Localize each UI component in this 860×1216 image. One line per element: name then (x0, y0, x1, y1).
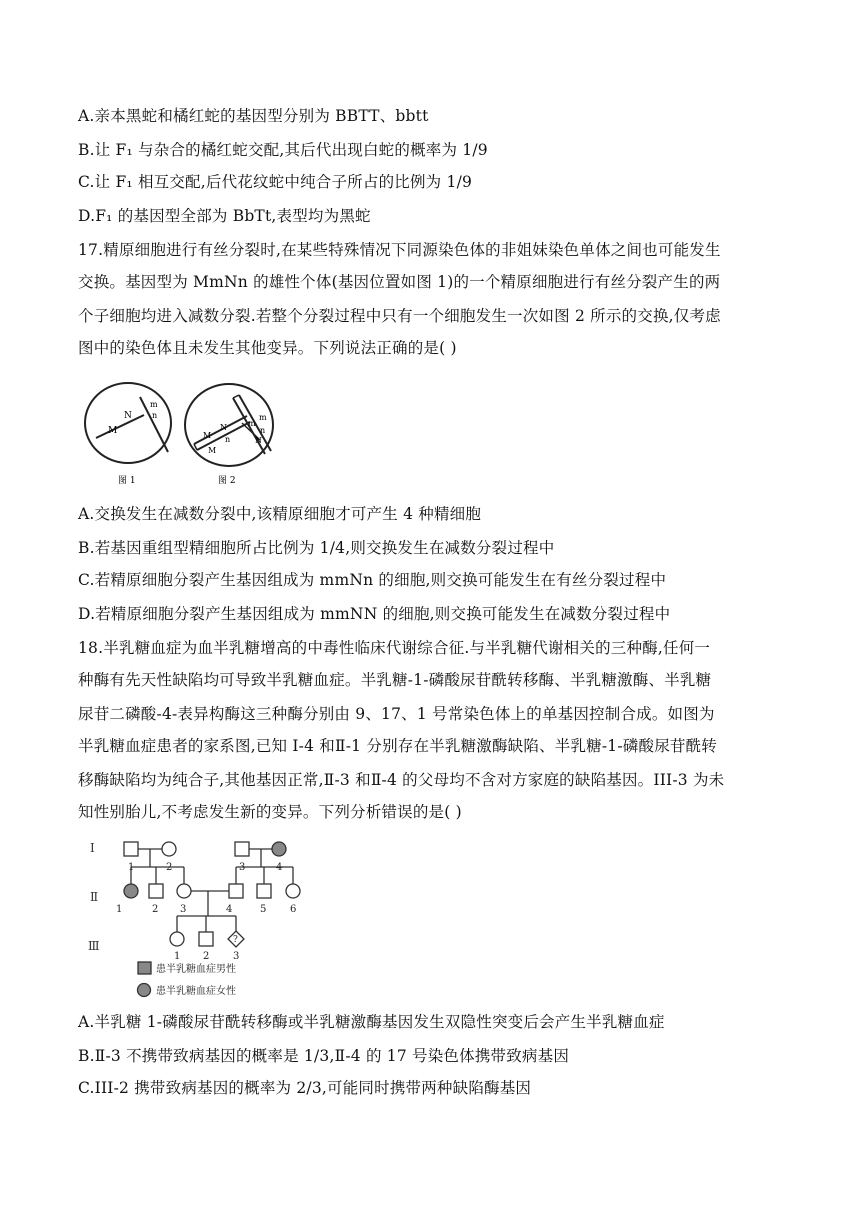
q18-option-c: C.III-2 携带致病基因的概率为 2/3,可能同时携带两种缺陷酶基因 (78, 1079, 532, 1097)
generation-label: Ⅱ (90, 890, 99, 904)
pedigree-number: 3 (180, 904, 187, 915)
gene-label-M: M (108, 426, 118, 436)
legend-affected-female-icon (138, 984, 151, 997)
pedigree-number: 2 (166, 862, 173, 873)
unknown-mark: ? (233, 935, 238, 945)
q17-chromosome-figure (82, 380, 282, 488)
pedigree-female (177, 884, 191, 898)
q17-stem-line: 17.精原细胞进行有丝分裂时,在某些特殊情况下同源染色体的非姐妹染色单体之间也可能发生 (78, 241, 721, 259)
generation-label: I (90, 841, 95, 855)
chromosome-mn-fig1 (96, 415, 144, 438)
q18-option-b: B.Ⅱ-3 不携带致病基因的概率是 1/3,Ⅱ-4 的 17 号染色体携带致病基因 (78, 1047, 570, 1065)
q18-pedigree-chart (80, 838, 320, 1010)
q17-stem-line: 交换。基因型为 MmNn 的雄性个体(基因位置如图 1)的一个精原细胞进行有丝分裂产生的两 (78, 273, 721, 291)
pedigree-male (235, 842, 249, 856)
pedigree-number: 1 (116, 904, 123, 915)
pedigree-number: 1 (128, 862, 135, 873)
q17-stem-line: 个子细胞均进入减数分裂.若整个分裂过程中只有一个细胞发生一次如图 2 所示的交换,仅考虑 (78, 307, 721, 325)
gene-label-M: M (208, 446, 217, 455)
q17-option-b: B.若基因重组型精细胞所占比例为 1/4,则交换发生在减数分裂过程中 (78, 539, 555, 557)
q18-stem-line: 尿苷二磷酸-4-表异构酶这三种酶分别由 9、17、1 号常染色体上的单基因控制合成。如图为 (78, 705, 715, 723)
q16-option-c: C.让 F₁ 相互交配,后代花纹蛇中纯合子所占的比例为 1/9 (78, 173, 473, 191)
fig2-caption: 图 2 (218, 476, 236, 486)
gene-label-m: m (248, 419, 256, 428)
pedigree-male (229, 884, 243, 898)
pedigree-number: 3 (239, 862, 246, 873)
q17-option-d: D.若精原细胞分裂产生基因组成为 mmNN 的细胞,则交换可能发生在减数分裂过程中 (78, 605, 671, 623)
pedigree-female (162, 842, 176, 856)
pedigree-number: 2 (203, 951, 210, 962)
pedigree-male (124, 842, 138, 856)
q18-stem-line: 知性别胎儿,不考虑发生新的变异。下列分析错误的是( ) (78, 803, 462, 821)
pedigree-number: 1 (174, 951, 181, 962)
q16-option-b: B.让 F₁ 与杂合的橘红蛇交配,其后代出现白蛇的概率为 1/9 (78, 141, 488, 159)
gene-label-N: N (220, 423, 227, 432)
pedigree-number: 5 (260, 904, 267, 915)
pedigree-number: 4 (226, 904, 233, 915)
q16-option-a: A.亲本黑蛇和橘红蛇的基因型分别为 BBTT、bbtt (78, 107, 429, 125)
q18-option-a: A.半乳糖 1-磷酸尿苷酰转移酶或半乳糖激酶基因发生双隐性突变后会产生半乳糖血症 (78, 1013, 665, 1031)
pedigree-female (286, 884, 300, 898)
gene-label-m: m (259, 413, 267, 422)
q17-stem-line: 图中的染色体且未发生其他变异。下列说法正确的是( ) (78, 339, 457, 357)
generation-label: Ⅲ (88, 939, 100, 953)
pedigree-male (149, 884, 163, 898)
q17-option-c: C.若精原细胞分裂产生基因组成为 mmNn 的细胞,则交换可能发生在有丝分裂过程中 (78, 571, 667, 589)
legend-affected-male-icon (138, 962, 151, 974)
legend-male-label: 患半乳糖血症男性 (156, 964, 236, 975)
gene-label-n: n (260, 426, 266, 435)
gene-label-N: N (255, 436, 262, 445)
gene-label-n: n (225, 435, 231, 444)
pedigree-male (257, 884, 271, 898)
fig1-caption: 图 1 (118, 476, 136, 486)
pedigree-affected-female (272, 842, 286, 856)
gene-label-m: m (150, 400, 158, 409)
pedigree-number: 2 (152, 904, 159, 915)
legend-female-label: 患半乳糖血症女性 (156, 986, 236, 997)
q16-option-d: D.F₁ 的基因型全部为 BbTt,表型均为黑蛇 (78, 207, 371, 225)
pedigree-male (199, 932, 213, 946)
q18-stem-line: 18.半乳糖血症为血半乳糖增高的中毒性临床代谢综合征.与半乳糖代谢相关的三种酶,任何一 (78, 639, 711, 657)
q18-stem-line: 移酶缺陷均为纯合子,其他基因正常,Ⅱ-3 和Ⅱ-4 的父母均不含对方家庭的缺陷基因。III-3 为未 (78, 771, 725, 789)
pedigree-number: 6 (290, 904, 297, 915)
pedigree-number: 3 (233, 951, 240, 962)
q18-stem-line: 种酶有先天性缺陷均可导致半乳糖血症。半乳糖-1-磷酸尿苷酰转移酶、半乳糖激酶、半乳糖 (78, 671, 712, 689)
pedigree-affected-female (124, 884, 138, 898)
q17-option-a: A.交换发生在减数分裂中,该精原细胞才可产生 4 种精细胞 (78, 505, 482, 523)
gene-label-N: N (124, 411, 132, 421)
pedigree-number: 4 (276, 862, 283, 873)
gene-label-M: M (203, 431, 212, 440)
pedigree-female (170, 932, 184, 946)
q18-stem-line: 半乳糖血症患者的家系图,已知 I-4 和Ⅱ-1 分别存在半乳糖激酶缺陷、半乳糖-1-磷酸尿苷酰转 (78, 737, 718, 755)
gene-label-n: n (152, 411, 158, 420)
